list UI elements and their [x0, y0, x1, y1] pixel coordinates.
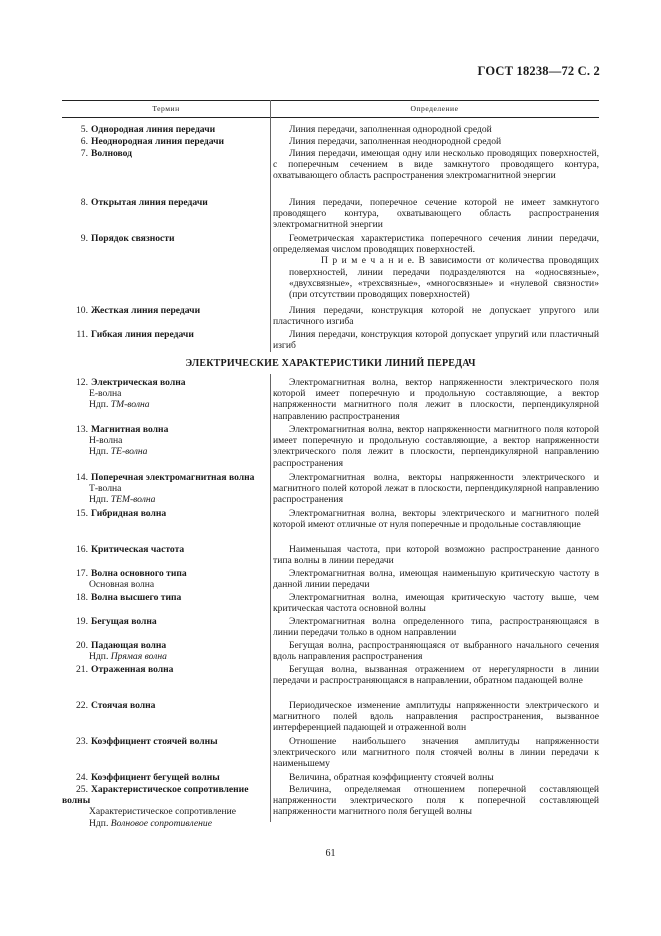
term-number: 12. — [76, 377, 88, 388]
term-synonym — [62, 446, 267, 457]
synonym-deprecated: ТЕ-волна — [110, 446, 148, 458]
term-name: Порядок связности — [91, 233, 175, 244]
definition-text: Наименьшая частота, при которой возможно распространение данного типа волны в линии передачи — [273, 544, 599, 567]
definition-text: Линия передачи, конструкция которой допускает упругий или пластичный изгиб — [273, 329, 599, 352]
term-number: 7. — [80, 148, 88, 159]
synonym-deprecated: ТМ-волна — [110, 399, 150, 411]
definition-text: Бегущая волна, вызванная отражением от нерегулярности в линии передачи и распространяющаяся в направлении, обратном падающей волне — [273, 664, 599, 687]
definition-cell — [273, 664, 599, 686]
page-number: 61 — [325, 848, 336, 859]
term-synonym — [62, 579, 267, 590]
term-line — [62, 736, 267, 747]
term-cell — [62, 472, 267, 506]
term-cell — [62, 124, 267, 135]
synonym-text: H-волна — [89, 435, 123, 447]
term-synonym — [62, 483, 267, 494]
term-cell — [62, 700, 267, 711]
definition-cell — [273, 124, 599, 135]
definition-text: Периодическое изменение амплитуды напряженности электрического и магнитного полей вдоль направления распространения, вызванное интерференцией падающей и отраженной волн — [273, 700, 599, 734]
synonym-text: Ндп. — [89, 494, 111, 506]
term-synonym — [62, 399, 267, 410]
term-cell — [62, 424, 267, 458]
column-definition-header: Определение — [410, 104, 459, 113]
term-synonym — [62, 651, 267, 662]
definition-cell — [273, 508, 599, 530]
definition-cell — [273, 784, 599, 818]
term-name: Отраженная волна — [91, 664, 174, 675]
definition-cell — [273, 736, 599, 770]
term-synonym — [62, 435, 267, 446]
definition-text: Электромагнитная волна, векторы электрического и магнитного полей которой имеют отличные от нуля поперечные и продольные составляющие — [273, 508, 599, 531]
synonym-deprecated: Волновое сопротивление — [110, 817, 212, 829]
definition-text: Величина, определяемая отношением поперечной составляющей напряженности электрического поля к поперечной составляющей напряженности магнитного поля бегущей волны — [273, 784, 599, 818]
term-number: 22. — [76, 700, 88, 711]
synonym-text: Основная волна — [89, 579, 155, 591]
term-line — [62, 640, 267, 651]
definition-cell — [273, 616, 599, 638]
definition-text: Линия передачи, имеющая одну или несколько проводящих поверхностей, с поперечным сечением в виде замкнутого проводящего контура, охватывающего область распространения электромагнитной энергии — [273, 148, 599, 182]
definition-text: Электромагнитная волна, имеющая критическую частоту выше, чем критическая частота основной волны — [273, 592, 599, 615]
table-column-header — [62, 100, 599, 118]
term-cell — [62, 736, 267, 747]
definition-cell — [273, 424, 599, 469]
definition-cell — [273, 197, 599, 231]
definition-cell — [273, 544, 599, 566]
definition-cell — [273, 233, 599, 300]
term-name: Гибридная волна — [91, 508, 167, 519]
definition-cell — [273, 377, 599, 422]
term-name: Коэффициент стоячей волны — [91, 736, 218, 747]
term-cell — [62, 544, 267, 555]
term-number: 8. — [80, 197, 88, 208]
definition-text: Электромагнитная волна, имеющая наименьшую критическую частоту в данной линии передачи — [273, 568, 599, 591]
term-line — [62, 508, 267, 519]
term-line — [62, 664, 267, 675]
synonym-deprecated: Прямая волна — [110, 651, 167, 663]
term-cell — [62, 784, 267, 829]
definition-cell — [273, 568, 599, 590]
definition-cell — [273, 305, 599, 327]
term-cell — [62, 772, 267, 783]
definition-text: Электромагнитная волна определенного типа, распространяющаяся в линии передачи только в одном направлении — [273, 616, 599, 639]
definition-text: Линия передачи, конструкция которой не допускает упругого или пластичного изгиба — [273, 305, 599, 328]
term-cell — [62, 640, 267, 662]
term-number: 19. — [76, 616, 88, 627]
term-name: Падающая волна — [91, 640, 167, 651]
term-line — [62, 124, 267, 135]
term-number: 20. — [76, 640, 88, 651]
term-line — [62, 544, 267, 555]
term-synonym — [62, 806, 267, 817]
term-number: 14. — [76, 472, 88, 483]
term-cell — [62, 616, 267, 627]
term-name: Жесткая линия передачи — [91, 305, 201, 316]
term-line — [62, 784, 267, 806]
term-name: Поперечная электромагнитная волна — [91, 472, 255, 483]
definition-cell — [273, 329, 599, 351]
definition-text: Линия передачи, поперечное сечение которой не имеет замкнутого проводящего контура, охватывающего область распространения электромагнитной энергии — [273, 197, 599, 231]
term-name: Волна высшего типа — [91, 592, 182, 603]
term-number: 13. — [76, 424, 88, 435]
term-synonym — [62, 388, 267, 399]
section-title: ЭЛЕКТРИЧЕСКИЕ ХАРАКТЕРИСТИКИ ЛИНИЙ ПЕРЕДАЧ — [185, 358, 476, 369]
term-cell — [62, 197, 267, 208]
term-line — [62, 472, 267, 483]
term-line — [62, 616, 267, 627]
synonym-text: Т-волна — [89, 483, 122, 495]
term-name: Магнитная волна — [91, 424, 169, 435]
term-name: Однородная линия передачи — [91, 124, 216, 135]
definition-text: Линия передачи, заполненная однородной средой — [289, 124, 492, 135]
term-line — [62, 377, 267, 388]
term-number: 5. — [80, 124, 88, 135]
term-line — [62, 700, 267, 711]
definition-text: Бегущая волна, распространяющаяся от выбранного начального сечения вдоль направления распространения — [273, 640, 599, 663]
term-name: Открытая линия передачи — [91, 197, 208, 208]
definition-cell — [273, 472, 599, 506]
term-number: 16. — [76, 544, 88, 555]
term-cell — [62, 377, 267, 411]
definition-text: Линия передачи, заполненная неоднородной средой — [289, 136, 502, 147]
synonym-deprecated: ТЕМ-волна — [110, 494, 156, 506]
term-cell — [62, 592, 267, 603]
definition-cell — [273, 640, 599, 662]
definition-text: Электромагнитная волна, вектор напряженности электрического поля которой имеет поперечную и продольную составляющие, а вектор напряженности магнитного поля лежит в плоскости, перпендикулярной направлению распространения — [273, 377, 599, 422]
definition-text: Электромагнитная волна, векторы напряженности электрического и магнитного полей которой лежат в плоскости, перпендикулярной направлению распространения — [273, 472, 599, 506]
term-name: Волновод — [91, 148, 133, 159]
term-line — [62, 592, 267, 603]
definition-note: П р и м е ч а н и е. В зависимости от количества проводящих поверхностей, линии передачи подразделяются на «односвязные», «двухсвязные», «трехсвязные», «многосвязные» и «нулевой связности» (при отсутствии проводящих поверхностей) — [289, 255, 599, 301]
term-cell — [62, 136, 267, 147]
definition-text: Величина, обратная коэффициенту стоячей волны — [289, 772, 494, 783]
term-line — [62, 568, 267, 579]
column-term-header: Термин — [152, 104, 180, 113]
synonym-text: Ндп. — [89, 446, 111, 458]
term-line — [62, 197, 267, 208]
term-cell — [62, 305, 267, 316]
term-number: 11. — [76, 329, 88, 340]
term-cell — [62, 148, 267, 159]
term-line — [62, 329, 267, 340]
term-cell — [62, 508, 267, 519]
definition-cell — [273, 148, 599, 182]
term-name: Бегущая волна — [91, 616, 157, 627]
definition-cell — [273, 772, 599, 783]
definition-text: Отношение наибольшего значения амплитуды напряженности электрического или магнитного поля стоячей волны в линии передачи к наименьшему — [273, 736, 599, 770]
definition-cell — [273, 700, 599, 734]
term-line — [62, 233, 267, 244]
term-name: Коэффициент бегущей волны — [91, 772, 220, 783]
term-number: 25. — [76, 784, 88, 795]
term-cell — [62, 664, 267, 675]
term-cell — [62, 233, 267, 244]
term-number: 10. — [76, 305, 88, 316]
term-number: 21. — [76, 664, 88, 675]
term-number: 6. — [80, 136, 88, 147]
definition-cell — [273, 592, 599, 614]
term-name: Волна основного типа — [91, 568, 187, 579]
column-divider-top — [270, 100, 271, 352]
term-name: Стоячая волна — [91, 700, 156, 711]
term-line — [62, 305, 267, 316]
synonym-text: Ндп. — [89, 817, 111, 829]
term-number: 15. — [76, 508, 88, 519]
term-line — [62, 772, 267, 783]
term-number: 9. — [80, 233, 88, 244]
term-name: Критическая частота — [91, 544, 185, 555]
synonym-text: Ндп. — [89, 651, 111, 663]
synonym-text: Ндп. — [89, 399, 111, 411]
term-synonym — [62, 818, 267, 829]
synonym-text: Характеристическое сопротивление — [89, 806, 237, 818]
term-line — [62, 148, 267, 159]
term-cell — [62, 329, 267, 340]
term-number: 18. — [76, 592, 88, 603]
definition-cell — [273, 136, 599, 147]
term-line — [62, 424, 267, 435]
term-cell — [62, 568, 267, 590]
term-name: Электрическая волна — [91, 377, 186, 388]
definition-text: Электромагнитная волна, вектор напряженности магнитного поля которой имеет поперечную и продольную составляющие, а вектор напряженности электрического поля лежит в плоскости, перпендикулярной направлению распространения — [273, 424, 599, 469]
term-number: 23. — [76, 736, 88, 747]
term-name: Гибкая линия передачи — [91, 329, 194, 340]
term-number: 24. — [76, 772, 88, 783]
synonym-text: E-волна — [89, 388, 122, 400]
column-divider-bottom — [270, 374, 271, 822]
term-name: Неоднородная линия передачи — [91, 136, 225, 147]
term-name: Характеристическое сопротивление волны — [62, 784, 249, 807]
definition-text: Геометрическая характеристика поперечного сечения линии передачи, определяемая числом проводящих поверхностей. — [273, 233, 599, 256]
term-number: 17. — [76, 568, 88, 579]
term-synonym — [62, 494, 267, 505]
term-line — [62, 136, 267, 147]
document-header: ГОСТ 18238—72 С. 2 — [477, 64, 600, 78]
